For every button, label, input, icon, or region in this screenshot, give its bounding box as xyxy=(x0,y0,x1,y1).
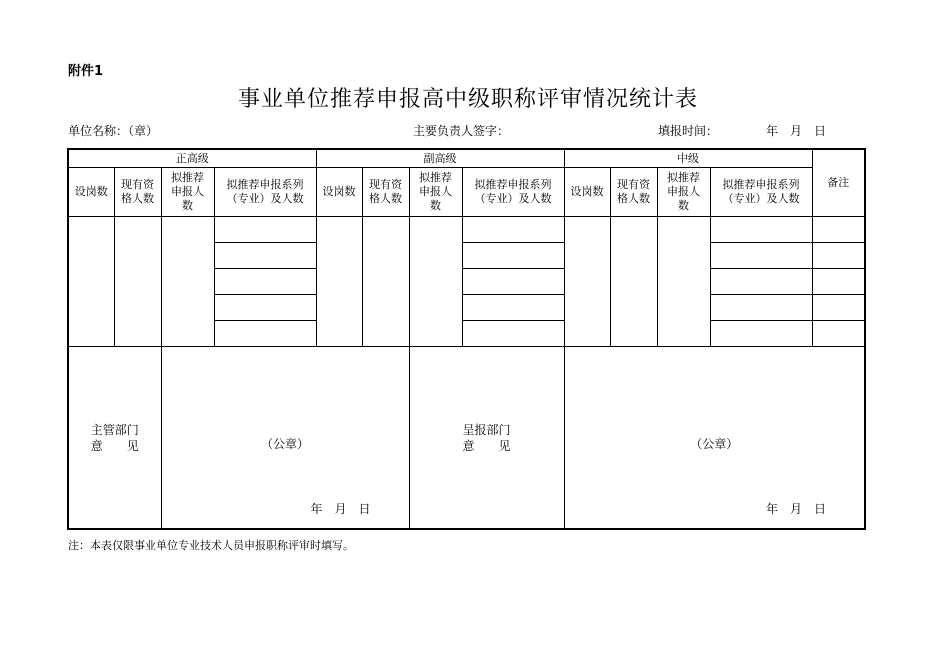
recommend-count-header: 拟推荐 申报人 数 xyxy=(161,168,214,217)
recommend-count-header: 拟推荐 申报人 数 xyxy=(657,168,710,217)
recommend-count-cell[interactable] xyxy=(657,217,710,347)
reporting-dept-label: 呈报部门 xyxy=(462,422,511,437)
remarks-cell[interactable] xyxy=(812,217,865,243)
posts-count-header: 设岗数 xyxy=(564,168,610,217)
recommend-series-header: 拟推荐申报系列 （专业）及人数 xyxy=(462,168,564,217)
remarks-cell[interactable] xyxy=(812,243,865,269)
supervising-date: 年 月 日 xyxy=(310,502,371,516)
recommend-series-cell[interactable] xyxy=(214,217,316,243)
recommend-series-cell[interactable] xyxy=(214,269,316,295)
fill-time-label: 填报时间： xyxy=(658,124,719,138)
table-row xyxy=(68,217,865,243)
attachment-label: 附件1 xyxy=(68,64,104,79)
recommend-series-cell[interactable] xyxy=(462,295,564,321)
recommend-series-cell[interactable] xyxy=(710,243,812,269)
footnote: 注：本表仅限事业单位专业技术人员申报职称评审时填写。 xyxy=(68,539,354,552)
recommend-series-cell[interactable] xyxy=(710,269,812,295)
supervising-dept-opinion-cell[interactable] xyxy=(161,347,409,530)
recommend-series-cell[interactable] xyxy=(214,321,316,347)
recommend-series-header: 拟推荐申报系列 （专业）及人数 xyxy=(710,168,812,217)
remarks-cell[interactable] xyxy=(812,269,865,295)
reporting-dept-opinion-label: 意 见 xyxy=(462,438,511,453)
group-header-senior: 正高级 xyxy=(68,149,316,168)
reporting-dept-label-cell xyxy=(409,347,564,530)
recommend-series-cell[interactable] xyxy=(214,295,316,321)
recommend-series-cell[interactable] xyxy=(462,269,564,295)
supervising-dept-label-cell xyxy=(68,347,161,530)
reporting-dept-opinion-cell[interactable] xyxy=(564,347,865,530)
posts-count-cell[interactable] xyxy=(68,217,114,347)
qualified-count-header: 现有资 格人数 xyxy=(610,168,657,217)
recommend-series-cell[interactable] xyxy=(462,321,564,347)
supervising-dept-label: 主管部门 xyxy=(90,422,139,437)
remarks-cell[interactable] xyxy=(812,321,865,347)
posts-count-cell[interactable] xyxy=(564,217,610,347)
qualified-count-cell[interactable] xyxy=(610,217,657,347)
recommend-series-cell[interactable] xyxy=(462,243,564,269)
fill-date: 年 月 日 xyxy=(766,124,827,138)
qualified-count-header: 现有资 格人数 xyxy=(362,168,409,217)
remarks-cell[interactable] xyxy=(812,295,865,321)
recommend-series-cell[interactable] xyxy=(710,321,812,347)
recommend-series-cell[interactable] xyxy=(462,217,564,243)
recommend-count-header: 拟推荐 申报人 数 xyxy=(409,168,462,217)
qualified-count-cell[interactable] xyxy=(362,217,409,347)
page-title: 事业单位推荐申报高中级职称评审情况统计表 xyxy=(237,87,698,112)
group-header-intermediate: 中级 xyxy=(564,149,812,168)
qualified-count-cell[interactable] xyxy=(114,217,161,347)
statistics-table xyxy=(67,148,866,530)
unit-name-label: 单位名称：（章） xyxy=(68,124,159,138)
recommend-series-cell[interactable] xyxy=(710,217,812,243)
recommend-series-header: 拟推荐申报系列 （专业）及人数 xyxy=(214,168,316,217)
qualified-count-header: 现有资 格人数 xyxy=(114,168,161,217)
supervising-dept-opinion-label: 意 见 xyxy=(90,438,139,453)
posts-count-header: 设岗数 xyxy=(68,168,114,217)
posts-count-cell[interactable] xyxy=(316,217,362,347)
recommend-count-cell[interactable] xyxy=(161,217,214,347)
remarks-header: 备注 xyxy=(812,149,865,217)
reporting-date: 年 月 日 xyxy=(765,502,826,516)
recommend-count-cell[interactable] xyxy=(409,217,462,347)
official-seal-text: （公章） xyxy=(690,437,739,451)
posts-count-header: 设岗数 xyxy=(316,168,362,217)
official-seal-text: （公章） xyxy=(260,437,309,451)
group-header-associate: 副高级 xyxy=(316,149,564,168)
recommend-series-cell[interactable] xyxy=(710,295,812,321)
signer-label: 主要负责人签字： xyxy=(413,124,510,138)
recommend-series-cell[interactable] xyxy=(214,243,316,269)
